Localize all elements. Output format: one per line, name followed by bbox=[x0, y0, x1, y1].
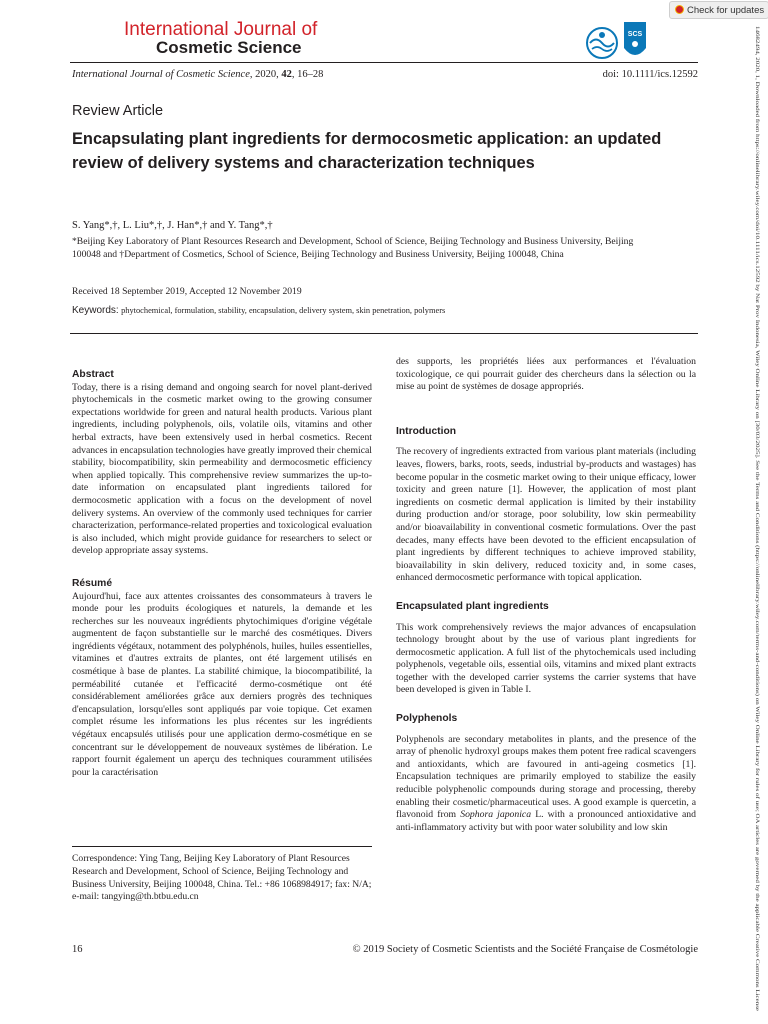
citation-journal: International Journal of Cosmetic Science bbox=[72, 69, 250, 80]
logo-text: SCS bbox=[627, 31, 643, 38]
resume-heading: Résumé bbox=[72, 577, 113, 589]
keywords-list: phytochemical, formulation, stability, encapsulation, delivery system, skin penetration, polymers bbox=[121, 306, 446, 315]
abstract-text: Today, there is a rising demand and ongoing search for novel plant-derived phytochemicals in the cosmetic market owing to the growing consumer expectations worldwide for green and natural health products. Various plant ingredients, including polyphenols, oils, volatile oils, vitamins and other herbal extracts, have been extensively used in herbal cosmetics. Recent advances in encapsulation technologies have greatly improved their chemical stability, biocompatibility, skin permeability and dermocosmetic efficiency when applied topically. This comprehensive review summarizes the up-to-date information on encapsulated plant ingredients tailored for dermocosmetic application with a focus on the development of novel delivery systems. An overview of the commonly used techniques for carrier characterization, performance-related properties and toxicological evaluation is also included, which might provide guidance for researchers to select or develop appropriate assay systems. bbox=[72, 381, 372, 557]
journal-logo bbox=[584, 18, 654, 64]
left-column bbox=[72, 369, 372, 779]
check-updates-label: Check for updates bbox=[687, 5, 765, 16]
affiliation-line-2: 100048 and †Department of Cosmetics, School of Science, Beijing Technology and Business University, Beijing 100048, China bbox=[72, 248, 564, 260]
download-notice-text: 14682494, 2020, 1, Downloaded from https://onlinelibrary.wiley.com/doi/10.1111/ics.12592 by Nat Prov Indonesia, Wiley Online Library on [30/03/2025]. See the Terms and Conditions (https://onlinelibrary.wiley.com/terms-and-conditions) on Wiley Online Library for rules of use; OA articles are governed by the applicable Creative Commons License bbox=[754, 26, 760, 790]
polyphenols-text bbox=[396, 734, 696, 835]
page-number: 16 bbox=[72, 944, 83, 955]
affiliations bbox=[72, 236, 672, 261]
correspondence-footnote: Correspondence: Ying Tang, Beijing Key Laboratory of Plant Resources Research and Development, School of Science, Beijing Technology and Business University, Beijing 100048, China. Tel.: +86 1068984917; fax: N/A; e-mail: tangying@th.btbu.edu.cn bbox=[72, 853, 372, 903]
copyright: © 2019 Society of Cosmetic Scientists and the Société Française de Cosmétologie bbox=[352, 944, 698, 955]
title-divider bbox=[70, 333, 698, 334]
species-name: Sophora japonica bbox=[460, 809, 532, 821]
right-column bbox=[396, 356, 696, 834]
affiliation-line-1: *Beijing Key Laboratory of Plant Resources Research and Development, School of Science, Beijing Technology and Business University, Beijing bbox=[72, 236, 634, 247]
doi-link[interactable]: doi: 10.1111/ics.12592 bbox=[602, 69, 698, 80]
citation-volume: 42 bbox=[281, 69, 292, 80]
crossmark-icon bbox=[675, 5, 684, 14]
received-dates: Received 18 September 2019, Accepted 12 November 2019 bbox=[72, 286, 302, 297]
citation-pages: , 16–28 bbox=[291, 69, 324, 80]
encapsulated-text: This work comprehensively reviews the major advances of encapsulation technology brought about by the use of various plant ingredients for dermocosmetic application. A full list of the phytochemicals used including polyphenols, vegetable oils, essential oils, vitamins and mixed plant extracts together with the developed carrier systems the carrier systems that have been developed is given in Table I. bbox=[396, 621, 696, 696]
journal-name-line2: Cosmetic Science bbox=[156, 38, 302, 57]
header-divider bbox=[70, 62, 698, 63]
keywords-label: Keywords: bbox=[72, 305, 119, 316]
download-notice-sidebar bbox=[752, 26, 764, 1016]
polyphenols-heading: Polyphenols bbox=[396, 713, 458, 725]
citation-year: , 2020, bbox=[249, 69, 282, 80]
article-title: Encapsulating plant ingredients for dermocosmetic application: an updated review of delivery systems and characterization techniques bbox=[72, 130, 662, 172]
encapsulated-heading: Encapsulated plant ingredients bbox=[396, 600, 549, 612]
keywords bbox=[72, 305, 445, 316]
journal-name-line1: International Journal of bbox=[124, 19, 318, 40]
introduction-heading: Introduction bbox=[396, 425, 457, 437]
polyphenols-text-part2: L. with a pronounced antioxidative and anti-inflammatory activity but with poor water solubility and low skin bbox=[396, 809, 696, 833]
introduction-text: The recovery of ingredients extracted from various plant materials (including leaves, flowers, barks, roots, seeds, industrial by-products and wastages) has become popular in the cosmetic market owing to their unique efficacy, lower toxicity and green nature [1]. However, the application of most plant ingredients on cosmetic dermal application is limited by their instability during production and/or storage, poor solubility, low skin permeability and/or bioavailability in conventional cosmetic formulations. Over the past decades, many effects have been devoted to the efficient encapsulation of plant ingredients by different techniques to achieve improved stability, bioavailability in skin delivery, reduced toxicity and, in some cases, enhanced dermocosmetic performance with topical application. bbox=[396, 446, 696, 584]
resume-continuation: des supports, les propriétés liées aux performances et l'évaluation toxicologique, ce qui pourrait guider des chercheurs dans la sélection ou la mise au point de systèmes de dosage appropriés. bbox=[396, 356, 696, 393]
citation bbox=[72, 69, 323, 80]
society-shield-icon bbox=[624, 22, 646, 55]
check-for-updates-button[interactable] bbox=[669, 1, 768, 19]
footnote-divider bbox=[72, 846, 372, 847]
resume-text: Aujourd'hui, face aux attentes croissantes des consommateurs à travers le monde pour les produits écologiques et naturels, la demande et les recherches sur les nouveaux ingrédients phytochimiques d'origine végétale augmentent de façon substantielle sur le marché des cosmétiques. Divers ingrédients végétaux, notamment des polyphénols, huiles, huiles essentielles, vitamines et d'autres extraits de plantes, ont été largement utilisés en cosmétique à base de plantes. La stabilité chimique, la biocompatibilité, la perméabilité cutanée et l'efficacité dermo-cosmétique ont été considérablement améliorées grâce aux derniers progrès des techniques d'encapsulation, lorsqu'elles sont appliqués par voie topique. Cet examen complet résume les informations les plus récentes sur les ingrédients végétaux encapsulés utilisés pour une application dermo-cosmétique en se concentrant sur le développement de nouveaux systèmes de libération. Le rapport fournit également un aperçu des techniques couramment utilisées pour la caractérisation bbox=[72, 590, 372, 778]
article-type: Review Article bbox=[72, 103, 164, 119]
author-list: S. Yang*,†, L. Liu*,†, J. Han*,† and Y. Tang*,† bbox=[72, 220, 273, 231]
abstract-heading: Abstract bbox=[72, 369, 114, 380]
globe-emblem-icon bbox=[587, 28, 617, 58]
polyphenols-text-part1: Polyphenols are secondary metabolites in plants, and the presence of the array of phenolic hydroxyl groups makes them potent free radical scavengers and antioxidants, which are favoured in anti-ageing cosmetics [1]. Encapsulation techniques are primarily employed to stabilize the easily reducible polyphenolic compounds during storage and processing, thereby enabling their cosmetic/pharmaceutical uses. A good example is quercetin, a flavonoid from bbox=[396, 733, 696, 821]
